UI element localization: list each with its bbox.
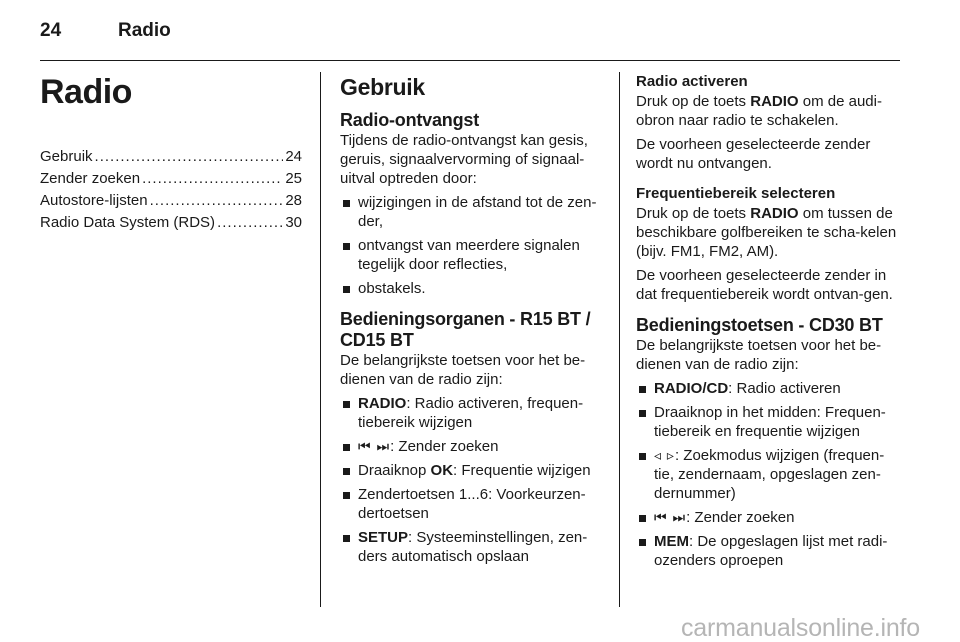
table-of-contents (40, 146, 302, 234)
subsection-title-ontvangst: Radio-ontvangst (340, 110, 479, 130)
key-label: OK (430, 462, 454, 479)
list-item: RADIO: Radio activeren, frequen-tiebereik wijzigen (340, 394, 604, 432)
key-label: SETUP (358, 529, 409, 546)
column-divider-1 (320, 72, 321, 607)
subsection-title-cd30: Bedieningstoetsen - CD30 BT (636, 315, 883, 335)
toc-entry[interactable] (40, 212, 302, 234)
list-item: obstakels. (340, 279, 604, 298)
bullet-square-icon (343, 401, 350, 408)
left-right-arrow-icon: ◃ ▹ (654, 447, 675, 463)
toc-entry[interactable] (40, 190, 302, 212)
toc-page-number: 30 (285, 214, 302, 231)
list-item: wijzigingen in de afstand tot de zen-der, (340, 193, 604, 231)
watermark-text: carmanualsonline.info (680, 614, 920, 642)
subsection-title-frequentiebereik: Frequentiebereik selecteren (636, 185, 836, 202)
bullet-square-icon (639, 515, 646, 522)
list-item: Draaiknop OK: Frequentie wijzigen (340, 461, 604, 480)
list-item: ⏮ ⏭: Zender zoeken (636, 508, 902, 527)
toc-leader (150, 190, 284, 212)
frequentiebereik-text-2: De voorheen geselecteerde zender in dat frequentiebereik wordt ontvan-gen. (636, 267, 893, 303)
bullet-square-icon (343, 243, 350, 250)
bullet-square-icon (343, 468, 350, 475)
page-number: 24 (40, 20, 62, 41)
toc-label: Autostore-lijsten (40, 192, 148, 209)
section-title-gebruik: Gebruik (340, 74, 425, 100)
chapter-column (40, 72, 302, 234)
toc-entry[interactable] (40, 168, 302, 190)
bullet-square-icon (343, 286, 350, 293)
toc-label: Zender zoeken (40, 170, 141, 187)
cd30-text: De belangrijkste toetsen voor het be-dienen van de radio zijn: (636, 337, 882, 373)
cd30-list (636, 379, 902, 570)
activeren-text-2: De voorheen geselecteerde zender wordt nu ontvangen. (636, 136, 871, 172)
toc-leader (95, 146, 284, 168)
radio-controls-column (636, 72, 902, 575)
seek-prev-next-icon: ⏮ ⏭ (654, 509, 687, 525)
toc-page-number: 24 (285, 148, 302, 165)
toc-page-number: 25 (285, 170, 302, 187)
subsection-title-activeren: Radio activeren (636, 73, 748, 90)
running-title: Radio (118, 20, 171, 41)
list-item: Zendertoetsen 1...6: Voorkeurzen-dertoetsen (340, 485, 604, 523)
toc-label: Gebruik (40, 148, 93, 165)
key-label: RADIO (750, 93, 799, 110)
bullet-square-icon (639, 453, 646, 460)
bullet-square-icon (343, 200, 350, 207)
chapter-title: Radio (40, 73, 132, 111)
bullet-square-icon (343, 444, 350, 451)
list-item: RADIO/CD: Radio activeren (636, 379, 902, 398)
page-header (40, 20, 171, 44)
toc-label: Radio Data System (RDS) (40, 214, 216, 231)
list-item: MEM: De opgeslagen lijst met radi-ozenders oproepen (636, 532, 902, 570)
key-label: RADIO (750, 205, 799, 222)
list-item: ◃ ▹: Zoekmodus wijzigen (frequen-tie, zendernaam, opgeslagen zen-dernummer) (636, 446, 902, 503)
seek-prev-next-icon: ⏮ ⏭ (358, 438, 391, 454)
bullet-square-icon (639, 410, 646, 417)
gebruik-column (340, 72, 604, 571)
list-item: ontvangst van meerdere signalen tegelijk door reflecties, (340, 236, 604, 274)
bullet-square-icon (343, 535, 350, 542)
toc-page-number: 28 (285, 192, 302, 209)
list-item: Draaiknop in het midden: Frequen-tiebereik en frequentie wijzigen (636, 403, 902, 441)
ontvangst-list (340, 193, 604, 298)
bedieningsorganen-text: De belangrijkste toetsen voor het be-dienen van de radio zijn: (340, 352, 586, 388)
bullet-square-icon (639, 539, 646, 546)
key-label: RADIO (358, 395, 407, 412)
key-label: RADIO/CD (654, 380, 729, 397)
ontvangst-text: Tijdens de radio-ontvangst kan gesis, geruis, signaalvervorming of signaal-uitval optreden door: (340, 132, 588, 187)
frequentiebereik-text: Druk op de toets RADIO om tussen de beschikbare golfbereiken te scha-kelen (bijv. FM1, FM2, AM). (636, 205, 897, 260)
header-rule (40, 60, 900, 61)
bedieningsorganen-list (340, 394, 604, 566)
bullet-square-icon (343, 492, 350, 499)
toc-entry[interactable] (40, 146, 302, 168)
toc-leader (217, 212, 283, 234)
key-label: MEM (654, 533, 689, 550)
list-item: ⏮ ⏭: Zender zoeken (340, 437, 604, 456)
bullet-square-icon (639, 386, 646, 393)
list-item: SETUP: Systeeminstellingen, zen-ders automatisch opslaan (340, 528, 604, 566)
toc-leader (142, 168, 283, 190)
column-divider-2 (619, 72, 620, 607)
activeren-text: Druk op de toets RADIO om de audi-obron naar radio te schakelen. (636, 93, 882, 129)
subsection-title-bedieningsorganen: Bedieningsorganen - R15 BT / CD15 BT (340, 309, 591, 350)
